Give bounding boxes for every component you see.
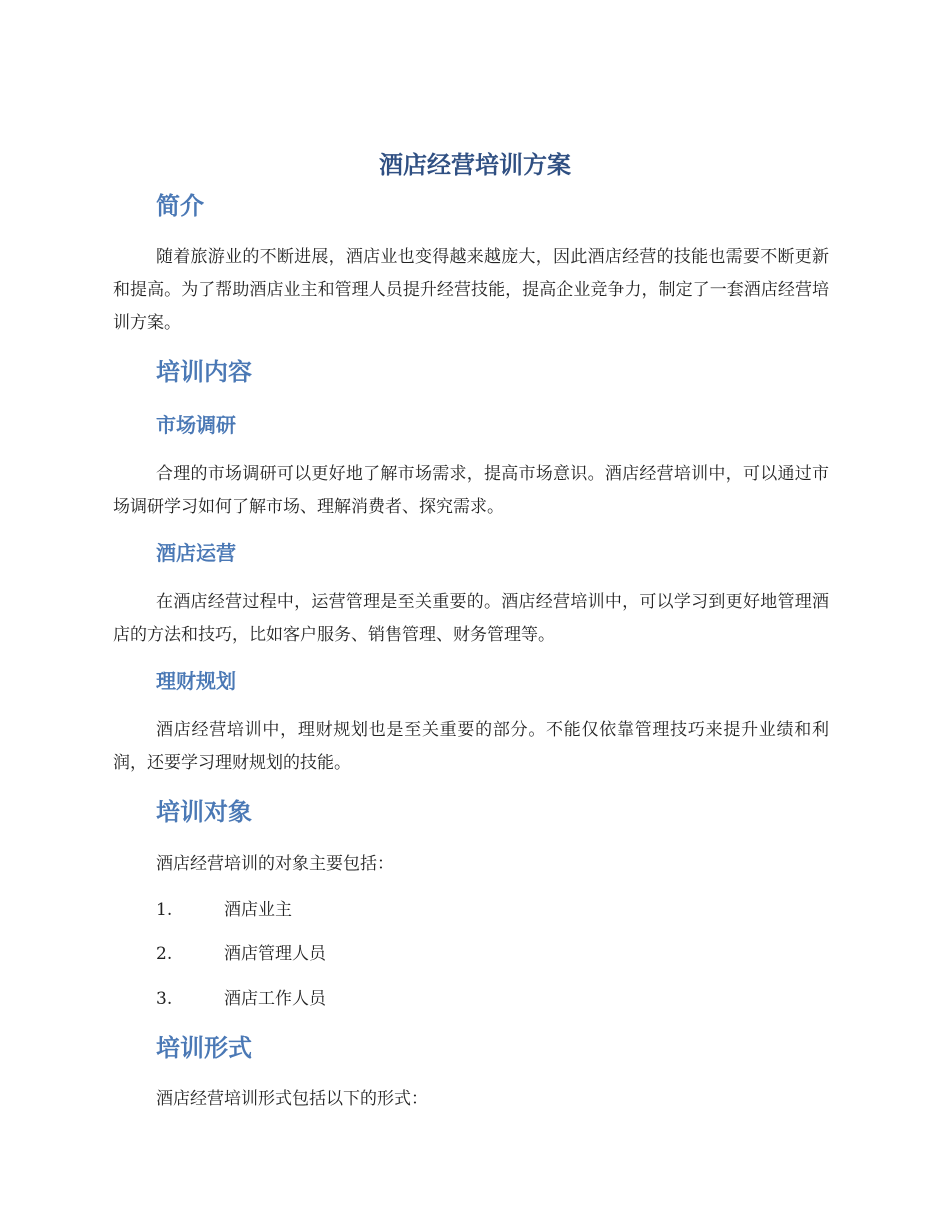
heading-hotel-operation: 酒店运营 — [156, 541, 236, 565]
list-text: 酒店业主 — [224, 900, 292, 920]
list-number: 3. — [156, 989, 173, 1009]
heading-financial-planning: 理财规划 — [156, 669, 236, 693]
list-number: 1. — [156, 900, 173, 920]
list-text: 酒店管理人员 — [224, 944, 326, 964]
heading-training-format: 培训形式 — [156, 1034, 252, 1062]
paragraph-financial-planning: 酒店经营培训中，理财规划也是至关重要的部分。不能仅依靠管理技巧来提升业绩和利润，还要学习理财规划的技能。 — [113, 720, 829, 773]
paragraph-format-intro: 酒店经营培训形式包括以下的形式： — [156, 1089, 428, 1109]
list-number: 2. — [156, 944, 173, 964]
heading-training-target: 培训对象 — [156, 798, 252, 826]
paragraph-market-research: 合理的市场调研可以更好地了解市场需求，提高市场意识。酒店经营培训中，可以通过市场调研学习如何了解市场、理解消费者、探究需求。 — [113, 464, 829, 517]
heading-training-content: 培训内容 — [156, 358, 252, 386]
paragraph-intro: 随着旅游业的不断进展，酒店业也变得越来越庞大，因此酒店经营的技能也需要不断更新和提高。为了帮助酒店业主和管理人员提升经营技能，提高企业竞争力，制定了一套酒店经营培训方案。 — [113, 247, 829, 333]
document-title: 酒店经营培训方案 — [379, 151, 571, 179]
list-text: 酒店工作人员 — [224, 989, 326, 1009]
heading-intro: 简介 — [156, 192, 204, 220]
heading-market-research: 市场调研 — [156, 413, 236, 437]
paragraph-hotel-operation: 在酒店经营过程中，运营管理是至关重要的。酒店经营培训中，可以学习到更好地管理酒店的方法和技巧，比如客户服务、销售管理、财务管理等。 — [113, 592, 829, 645]
paragraph-target-intro: 酒店经营培训的对象主要包括： — [156, 854, 394, 874]
